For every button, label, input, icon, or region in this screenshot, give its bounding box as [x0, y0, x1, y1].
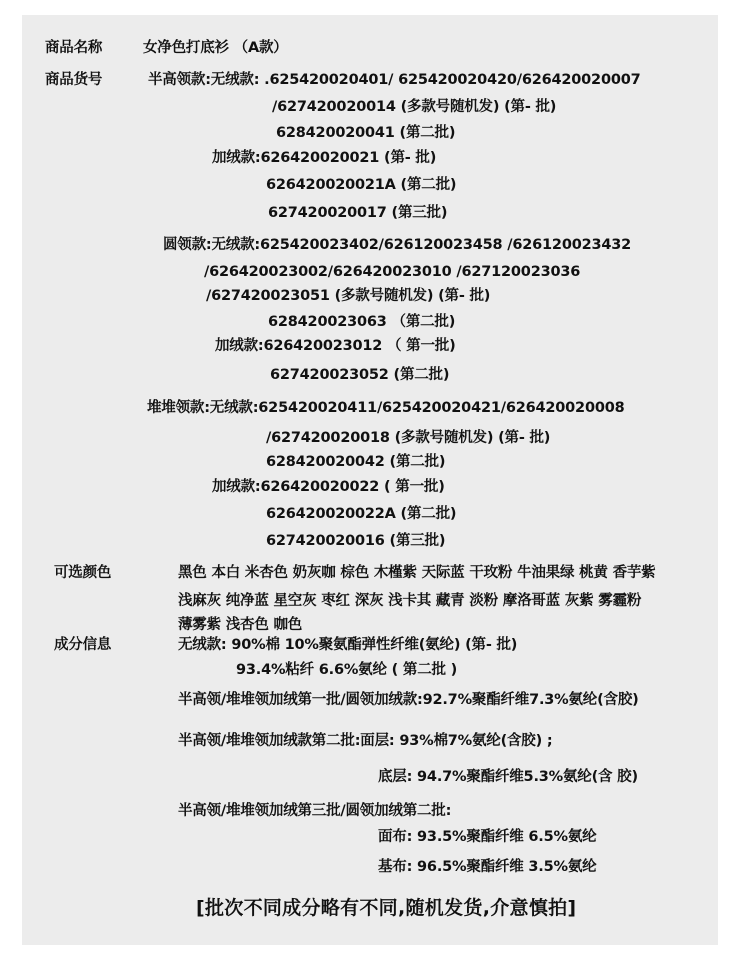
code-stack-line2: /627420020018 (多款号随机发) (第- 批) [266, 430, 551, 446]
code-round-line2: /626420023002/626420023010 /627120023036 [204, 264, 581, 280]
composition-line3: 半高领/堆堆领加绒第一批/圆领加绒款:92.7%聚酯纤维7.3%氨纶(含胶) [178, 692, 639, 708]
code-round-line3: /627420023051 (多款号随机发) (第- 批) [206, 288, 491, 304]
composition-line8: 基布: 96.5%聚酯纤维 3.5%氨纶 [378, 859, 597, 875]
code-stack-line3: 628420020042 (第二批) [266, 454, 446, 470]
composition-line6: 半高领/堆堆领加绒第三批/圆领加绒第二批: [178, 803, 452, 819]
code-round-line5: 加绒款:626420023012 （ 第一批) [215, 338, 456, 354]
colors-line3: 薄雾紫 浅杏色 咖色 [178, 617, 303, 633]
code-half-high-line5: 626420020021A (第二批) [266, 177, 457, 193]
code-round-line4: 628420023063 （第二批) [268, 314, 456, 330]
composition-line7: 面布: 93.5%聚酯纤维 6.5%氨纶 [378, 829, 597, 845]
code-half-high-line6: 627420020017 (第三批) [268, 205, 448, 221]
composition-line1: 无绒款: 90%棉 10%聚氨酯弹性纤维(氨纶) (第- 批) [178, 637, 518, 653]
random-shipping-note: [批次不同成分略有不同,随机发货,介意慎拍] [196, 897, 577, 919]
code-round-line1: 圆领款:无绒款:625420023402/626120023458 /626120023432 [163, 237, 632, 253]
code-half-high-line3: 628420020041 (第二批) [276, 125, 456, 141]
composition-line2: 93.4%粘纤 6.6%氨纶 ( 第二批 ) [236, 662, 458, 678]
code-stack-line6: 627420020016 (第三批) [266, 533, 446, 549]
code-half-high-line2: /627420020014 (多款号随机发) (第- 批) [272, 99, 557, 115]
name-label: 商品名称 [45, 40, 103, 56]
composition-label: 成分信息 [54, 637, 112, 653]
composition-line4: 半高领/堆堆领加绒款第二批:面层: 93%棉7%氨纶(含胶) ; [178, 733, 553, 749]
name-value: 女净色打底衫 （A款） [143, 40, 288, 56]
colors-line2: 浅麻灰 纯净蓝 星空灰 枣红 深灰 浅卡其 藏青 淡粉 摩洛哥蓝 灰紫 雾霾粉 [178, 593, 642, 609]
code-stack-line1: 堆堆领款:无绒款:625420020411/625420020421/626420020008 [147, 400, 625, 416]
colors-label: 可选颜色 [54, 565, 112, 581]
code-half-high-line1: 半高领款:无绒款: .625420020401/ 625420020420/626420020007 [148, 72, 641, 88]
colors-line1: 黑色 本白 米杏色 奶灰咖 棕色 木槿紫 天际蓝 干玫粉 牛油果绿 桃黄 香芋紫 [178, 565, 656, 581]
code-stack-line5: 626420020022A (第二批) [266, 506, 457, 522]
code-label: 商品货号 [45, 72, 103, 88]
composition-line5: 底层: 94.7%聚酯纤维5.3%氨纶(含 胶) [378, 769, 638, 785]
code-round-line6: 627420023052 (第二批) [270, 367, 450, 383]
code-stack-line4: 加绒款:626420020022 ( 第一批) [212, 479, 445, 495]
code-half-high-line4: 加绒款:626420020021 (第- 批) [212, 150, 437, 166]
